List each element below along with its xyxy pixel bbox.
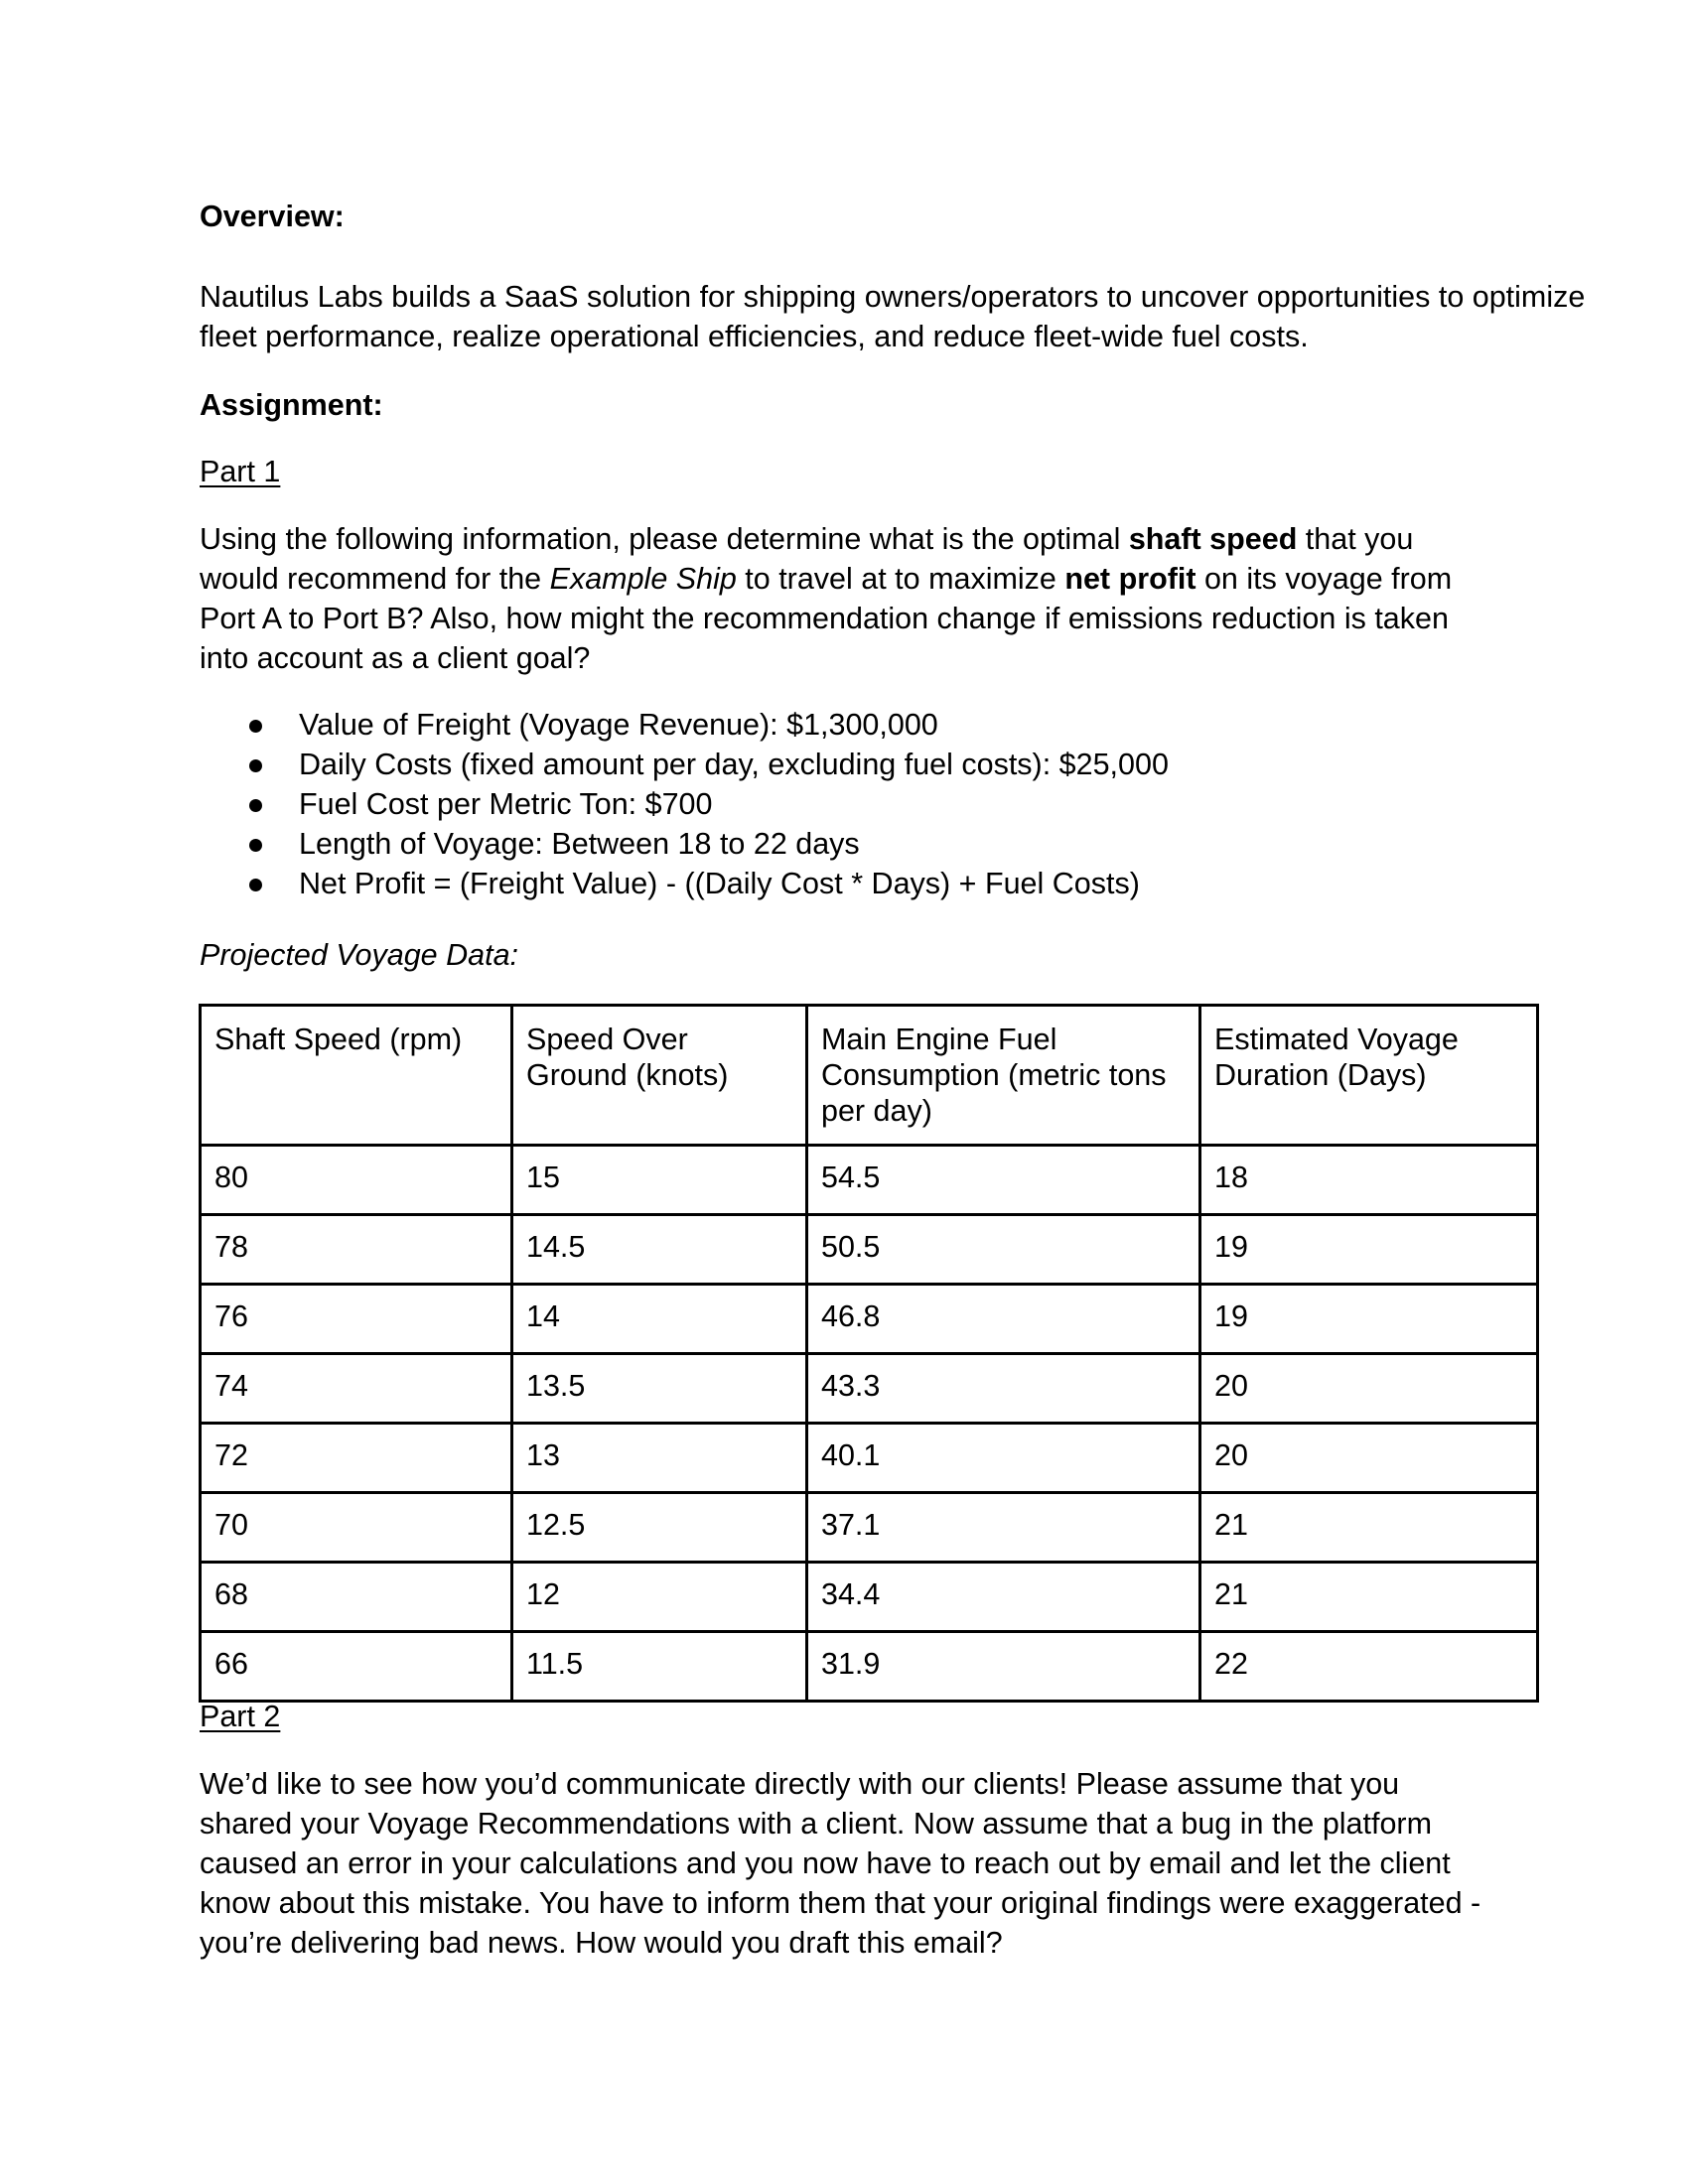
bullet-text: Value of Freight (Voyage Revenue): $1,300,000: [299, 708, 938, 742]
cell-shaft-speed: 78: [201, 1215, 512, 1285]
part2-line: shared your Voyage Recommendations with a client. Now assume that a bug in the platform: [200, 1807, 1432, 1841]
bullet-icon: [249, 879, 262, 891]
bullet-text: Net Profit = (Freight Value) - ((Daily Cost * Days) + Fuel Costs): [299, 867, 1140, 900]
cell-fuel-consumption: 50.5: [807, 1215, 1200, 1285]
part2-line: you’re delivering bad news. How would you draft this email?: [200, 1926, 1003, 1960]
text-run: Port A to Port B? Also, how might the recommendation change if emissions reduction is taken: [200, 602, 1449, 635]
part2-line: We’d like to see how you’d communicate directly with our clients! Please assume that you: [200, 1767, 1400, 1801]
cell-shaft-speed: 76: [201, 1285, 512, 1354]
cell-voyage-duration: 20: [1200, 1354, 1538, 1424]
text-run: that you: [1297, 522, 1414, 556]
emphasis-net-profit: net profit: [1064, 562, 1196, 596]
cell-speed-over-ground: 12.5: [512, 1493, 807, 1563]
table-row: [201, 1285, 1538, 1354]
cell-speed-over-ground: 13: [512, 1424, 807, 1493]
overview-heading: Overview:: [200, 200, 345, 233]
cell-voyage-duration: 19: [1200, 1215, 1538, 1285]
cell-fuel-consumption: 46.8: [807, 1285, 1200, 1354]
table-row: [201, 1424, 1538, 1493]
bullet-text: Length of Voyage: Between 18 to 22 days: [299, 827, 860, 861]
table-row: [201, 1493, 1538, 1563]
part1-line: [200, 638, 1452, 678]
cell-speed-over-ground: 13.5: [512, 1354, 807, 1424]
cell-speed-over-ground: 14.5: [512, 1215, 807, 1285]
text-run: on its voyage from: [1196, 562, 1453, 596]
cell-voyage-duration: 19: [1200, 1285, 1538, 1354]
cell-shaft-speed: 80: [201, 1146, 512, 1215]
part2-line: know about this mistake. You have to inform them that your original findings were exaggerated -: [200, 1886, 1481, 1920]
cell-speed-over-ground: 12: [512, 1563, 807, 1632]
cell-shaft-speed: 72: [201, 1424, 512, 1493]
table-header-row: [201, 1006, 1538, 1146]
part2-heading: Part 2: [200, 1700, 281, 1733]
cell-speed-over-ground: 15: [512, 1146, 807, 1215]
cell-shaft-speed: 66: [201, 1632, 512, 1702]
cell-fuel-consumption: 43.3: [807, 1354, 1200, 1424]
bullet-text: Fuel Cost per Metric Ton: $700: [299, 787, 713, 821]
text-run: into account as a client goal?: [200, 641, 591, 675]
table-row: [201, 1146, 1538, 1215]
cell-fuel-consumption: 31.9: [807, 1632, 1200, 1702]
cell-shaft-speed: 68: [201, 1563, 512, 1632]
cell-voyage-duration: 21: [1200, 1563, 1538, 1632]
cell-speed-over-ground: 11.5: [512, 1632, 807, 1702]
column-header-fuel-consumption: Main Engine Fuel Consumption (metric tons per day): [807, 1006, 1200, 1146]
cell-fuel-consumption: 54.5: [807, 1146, 1200, 1215]
cell-voyage-duration: 22: [1200, 1632, 1538, 1702]
cell-voyage-duration: 18: [1200, 1146, 1538, 1215]
table-caption: Projected Voyage Data:: [200, 938, 519, 972]
bullet-icon: [249, 799, 262, 812]
voyage-data-table: [199, 1004, 1539, 1703]
column-header-shaft-speed: Shaft Speed (rpm): [201, 1006, 512, 1146]
part1-line: [200, 519, 1452, 559]
text-run: Using the following information, please determine what is the optimal: [200, 522, 1129, 556]
assignment-heading: Assignment:: [200, 388, 383, 422]
part2-line: caused an error in your calculations and you now have to reach out by email and let the client: [200, 1846, 1451, 1880]
part1-line: [200, 599, 1452, 638]
overview-line: fleet performance, realize operational efficiencies, and reduce fleet-wide fuel costs.: [200, 320, 1309, 353]
bullet-icon: [249, 759, 262, 772]
column-header-speed-over-ground: Speed Over Ground (knots): [512, 1006, 807, 1146]
cell-shaft-speed: 74: [201, 1354, 512, 1424]
emphasis-shaft-speed: shaft speed: [1128, 522, 1298, 556]
cell-fuel-consumption: 40.1: [807, 1424, 1200, 1493]
cell-shaft-speed: 70: [201, 1493, 512, 1563]
bullet-text: Daily Costs (fixed amount per day, excluding fuel costs): $25,000: [299, 748, 1169, 781]
bullet-icon: [249, 720, 262, 733]
text-run: would recommend for the: [200, 562, 550, 596]
text-run: to travel at to maximize: [736, 562, 1065, 596]
part1-paragraph: [200, 519, 1452, 678]
overview-paragraph: [200, 277, 1585, 356]
cell-fuel-consumption: 37.1: [807, 1493, 1200, 1563]
cell-voyage-duration: 20: [1200, 1424, 1538, 1493]
emphasis-example-ship: Example Ship: [549, 562, 737, 596]
overview-line: Nautilus Labs builds a SaaS solution for shipping owners/operators to uncover opportunities to optimize: [200, 280, 1586, 314]
table-row: [201, 1354, 1538, 1424]
part1-line: [200, 559, 1452, 599]
cell-voyage-duration: 21: [1200, 1493, 1538, 1563]
table-row: [201, 1632, 1538, 1702]
cell-fuel-consumption: 34.4: [807, 1563, 1200, 1632]
cell-speed-over-ground: 14: [512, 1285, 807, 1354]
part2-paragraph: [200, 1764, 1480, 1963]
table-row: [201, 1563, 1538, 1632]
table-row: [201, 1215, 1538, 1285]
part1-heading: Part 1: [200, 455, 281, 488]
bullet-icon: [249, 839, 262, 852]
column-header-voyage-duration: Estimated Voyage Duration (Days): [1200, 1006, 1538, 1146]
